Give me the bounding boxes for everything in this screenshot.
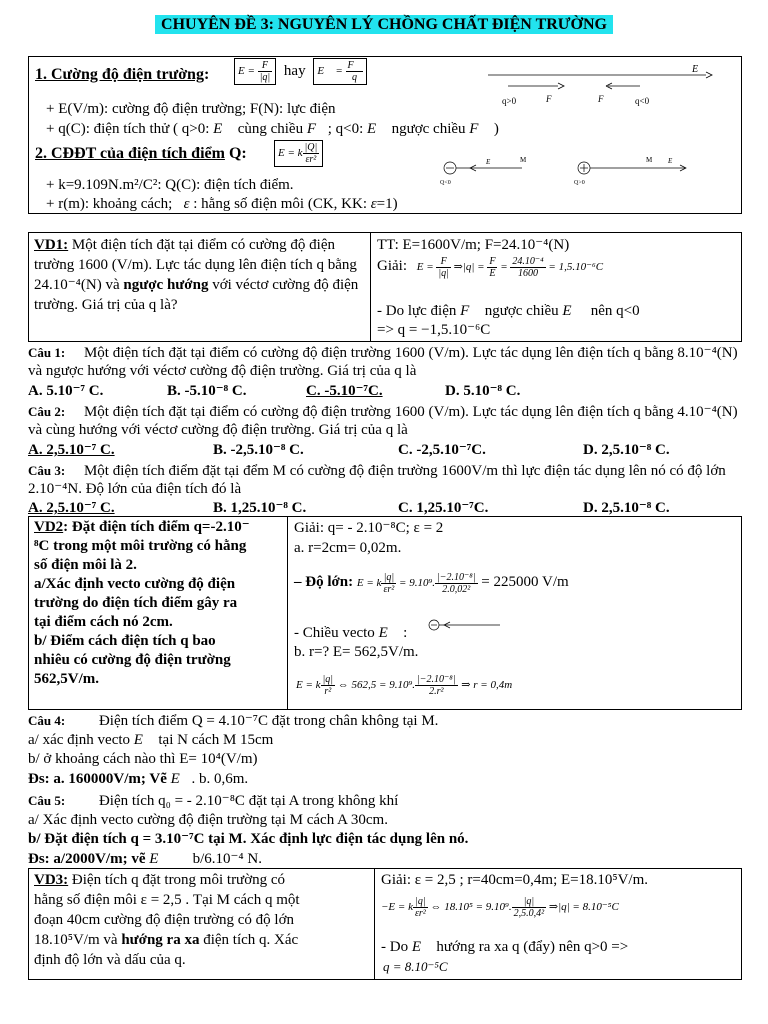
theory-line4: + r(m): khoảng cách; ε : hằng số điện môi (CK, KK: ε=1): [46, 196, 398, 212]
question-5-b: b/ Đặt điện tích q = 3.10⁻⁷C tại M. Xác định lực điện tác dụng lên nó.: [28, 831, 469, 847]
vd2-direction: - Chiều vecto E⃗ :: [294, 625, 408, 641]
q1-option-d: D. 5.10⁻⁸ C.: [445, 383, 521, 399]
q1-option-b: B. -5.10⁻⁸ C.: [167, 383, 247, 399]
label-M-1: M: [520, 156, 527, 164]
q3-option-a: A. 2,5.10⁻⁷ C.: [28, 500, 115, 516]
vd3-problem: VD3: Điện tích q đặt trong môi trường có hằng số điện môi ε = 2,5 . Tại M cách q một đoạn 40cm cường độ điện trường có độ lớn 18.10⁵V/m và hướng ra xa điện tích q. Xác định độ lớn và dấu của q.: [34, 872, 300, 968]
vd2-divider: [287, 516, 288, 710]
vd1-given: TT: E=1600V/m; F=24.10⁻⁴(N): [377, 237, 570, 253]
q2-option-c: C. -2,5.10⁻⁷C.: [398, 442, 486, 458]
vd1-problem: VD1: Một điện tích đặt tại điểm có cường độ điện trường 1600 (V/m). Lực tác dụng lên điện tích q bằng 24.10⁻⁴(N) và ngược hướng với véctơ cường độ điện trường. Giá trị của q là?: [34, 237, 359, 313]
question-2: Câu 2: Một điện tích đặt tại điểm có cường độ điện trường 1600 (V/m). Lực tác dụng lên điện tích q bằng 4.10⁻⁴(N) và cùng hướng với véctơ cường độ điện trường. Giá trị của q là: [28, 404, 738, 438]
vd3-solution: −E = k $\frac{|q|}{\text{εr²}}$ ⇔ 18.10⁵ = 9.10⁹. $\frac{|q|}{\text{2,5.0,4²}}$ ⇒|q| = 8.10⁻⁵C: [381, 896, 619, 919]
vd2-direction-diagram: [426, 616, 506, 636]
q3-option-c: C. 1,25.10⁻⁷C.: [398, 500, 489, 516]
svg-text:E: E: [668, 157, 673, 165]
label-M-2: M: [646, 156, 653, 164]
label-Q-pos: Q>0: [574, 180, 585, 186]
question-4-answer: Đs: a. 160000V/m; Vẽ E⃗. b. 0,6m.: [28, 771, 249, 787]
force-field-diagram: [480, 62, 720, 110]
vd1-solution: Giải: E = $\frac{F}{|q|}$ ⇒|q| = $\frac{F}{E}$ = $\frac{\text{24.10⁻⁴}}{1600}$ = 1,5.10⁻⁶C: [377, 256, 604, 279]
vd1-result: => q = −1,5.10⁻⁶C: [377, 322, 491, 338]
vd3-result: q = 8.10⁻⁵C: [383, 959, 448, 974]
formula-point-charge: E = k $\frac{|Q|}{\text{εr²}}$: [274, 140, 323, 167]
heading-field-strength: 1. Cường độ điện trường:: [35, 66, 210, 83]
q2-option-d: D. 2,5.10⁻⁸ C.: [583, 442, 670, 458]
question-5-a: a/ Xác định vecto cường độ điện trường tại M cách A 30cm.: [28, 812, 388, 828]
vd3-divider: [374, 868, 375, 980]
page-title: CHUYÊN ĐỀ 3: NGUYÊN LÝ CHỒNG CHẤT ĐIỆN TRƯỜNG: [0, 16, 768, 34]
theory-line1: + E(V/m): cường độ điện trường; F(N): lực điện: [46, 101, 336, 117]
theory-line3: + k=9.109N.m²/C²: Q(C): điện tích điểm.: [46, 177, 294, 193]
question-1: Câu 1: Một điện tích đặt tại điểm có cường độ điện trường 1600 (V/m). Lực tác dụng lên điện tích q bằng 8.10⁻⁴(N) và ngược hướng với véctơ cường độ điện trường. Giá trị của q là: [28, 345, 738, 379]
vd1-divider: [370, 232, 371, 342]
q1-option-c: C. -5.10⁻⁷C.: [306, 383, 383, 399]
vd2-given: Giải: q= - 2.10⁻⁸C; ε = 2: [294, 520, 444, 536]
svg-text:F: F: [598, 94, 604, 104]
svg-text:F: F: [546, 94, 552, 104]
theory-line2: + q(C): điện tích thử ( q>0: E⃗ cùng chiều F⃗; q<0: E⃗ ngược chiều F⃗ ): [46, 121, 499, 137]
svg-text:E: E: [692, 64, 699, 75]
question-5: Câu 5: Điện tích q₀ = - 2.10⁻⁸C đặt tại A trong không khí: [28, 793, 399, 809]
vd3-note: - Do E⃗ hướng ra xa q (đẩy) nên q>0 =>: [381, 939, 629, 955]
label-q-pos: q>0: [502, 96, 517, 106]
label-q-neg: q<0: [635, 96, 650, 106]
q2-option-a: A. 2,5.10⁻⁷ C.: [28, 442, 115, 458]
heading-point-charge: 2. CĐĐT của điện tích điểm Q:: [35, 145, 247, 162]
vd3-given: Giải: ε = 2,5 ; r=40cm=0,4m; E=18.10⁵V/m.: [381, 872, 649, 888]
q3-option-b: B. 1,25.10⁻⁸ C.: [213, 500, 307, 516]
vd2-part-b-solution: E = k $\frac{|q|}{\text{r²}}$ ⇔ 562,5 = 9.10⁹. $\frac{\text{|−2.10⁻⁸|}}{\text{2.r²}}$ ⇒ r = 0,4m: [296, 674, 513, 697]
formula-e-f-q: E = $\frac{F}{|q|}$ hay E⃗ = $\frac{F⃗}{q}$: [234, 58, 367, 85]
vd1-note: - Do lực điện F⃗ ngược chiều E⃗ nên q<0: [377, 303, 640, 319]
q2-option-b: B. -2,5.10⁻⁸ C.: [213, 442, 304, 458]
label-Q-neg: Q<0: [440, 180, 451, 186]
question-3: Câu 3: Một điện tích điểm đặt tại đểm M có cường độ điện trường 1600V/m thì lực điện tác dụng lên nó có độ lớn 2.10⁻⁴N. Độ lớn của điện tích đó là: [28, 463, 726, 497]
point-charge-diagram: [436, 150, 696, 190]
svg-text:E: E: [486, 158, 491, 166]
vd2-problem: VD2: Đặt điện tích điểm q=-2.10⁻ ⁸C trong một môi trường có hằng số điện môi là 2. a/Xác định vecto cường độ điện trường do điện tích điểm gây ra tại điểm cách nó 2cm. b/ Điểm cách điện tích q bao nhiêu có cường độ điện trường 562,5V/m.: [34, 519, 250, 687]
question-4-b: b/ ở khoảng cách nào thì E= 10⁴(V/m): [28, 751, 258, 767]
question-4-a: a/ xác định vecto E⃗ tại N cách M 15cm: [28, 732, 274, 748]
question-4: Câu 4: Điện tích điểm Q = 4.10⁻⁷C đặt trong chân không tại M.: [28, 713, 439, 729]
q3-option-d: D. 2,5.10⁻⁸ C.: [583, 500, 670, 516]
question-5-answer: Đs: a/2000V/m; vẽ E⃗ b/6.10⁻⁴ N.: [28, 851, 262, 867]
vd2-part-b: b. r=? E= 562,5V/m.: [294, 644, 419, 660]
vd2-magnitude: – Độ lớn: E = k $\frac{|q|}{\text{εr²}}$ = 9.10⁹. $\frac{\text{|−2.10⁻⁸|}}{\text{2.0,02²}}$ = 225000 V/m: [294, 572, 569, 595]
q1-option-a: A. 5.10⁻⁷ C.: [28, 383, 104, 399]
vd2-part-a: a. r=2cm= 0,02m.: [294, 540, 402, 556]
